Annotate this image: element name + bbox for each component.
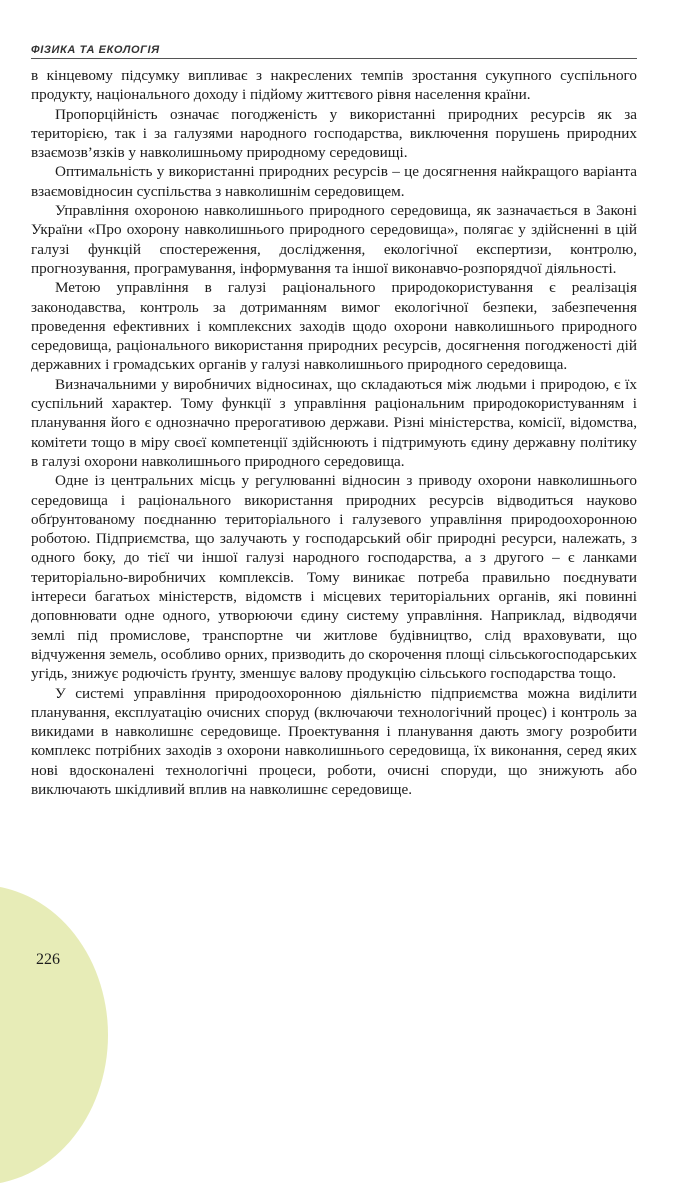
paragraph-1: в кінцевому підсумку випливає з накреслених темпів зростання сукупного суспільного продукту, національного доходу і підйому життєвого рівня населення країни. xyxy=(31,67,637,104)
paragraph-7: Одне із центральних місць у регулюванні відносин з приводу охорони навколишнього середовища і раціонального використання природних ресурсів відводиться науково обґрунтованому поєднанню територіального і галузевого управління природоохоронною роботою. Підприємства, що залучають у господарський обіг природні ресурси, належать, з одного боку, до тієї чи іншої галузі народного господарства, а з другого – є ланками територіально-виробничих комплексів. Тому виникає потреба правильно поєднувати інтереси багатьох міністерств, відомств і місцевих територіальних органів, які повинні доповнювати одне одного, утворюючи єдину систему управління. Наприклад, відводячи землі під промислове, транспортне чи житлове будівництво, слід враховувати, що відчуження земель, особливо орних, призводить до скорочення площі сільськогосподарських угідь, знижує родючість ґрунту, зменшує валову продукцію сільського господарства тощо. xyxy=(31,472,637,683)
paragraph-2: Пропорційність означає погодженість у використанні природних ресурсів як за територією, так і за галузями народного господарства, виключення порушень природних взаємозв’язків у навколишньому природному середовищі. xyxy=(31,105,637,162)
paragraph-4: Управління охороною навколишнього природного середовища, як зазначається в Законі України «Про охорону навколишнього природного середовища», полягає у здійсненні в цій галузі функцій спостереження, дослідження, екологічної експертизи, контролю, прогнозування, програмування, інформування та іншої виконавчо-розпорядчої діяльності. xyxy=(31,202,637,277)
paragraph-6: Визначальними у виробничих відносинах, що складаються між людьми і природою, є їх суспільний характер. Тому функції з управління раціональним природокористуванням і планування його є однозначно прерогативою держави. Різні міністерства, комісії, відомства, комітети тощо в міру своєї компетенції здійснюють і підтримують єдину державну політику в галузі охорони навколишнього природного середовища. xyxy=(31,375,637,470)
corner-decoration xyxy=(0,885,108,1185)
paragraph-8: У системі управління природоохоронною діяльністю підприємства можна виділити планування, експлуатацію очисних споруд (включаючи технологічний процес) і контроль за викидами в навколишнє середовище. Проектування і планування дають змогу розробити комплекс потрібних заходів з охорони навколишнього середовища, їх виконання, серед яких нові вдосконалені технологічні процеси, роботи, очисні споруди, що знижують або виключають шкідливий вплив на навколишнє середовище. xyxy=(31,684,637,798)
paragraph-3: Оптимальність у використанні природних ресурсів – це досягнення найкращого варіанта взаємовідносин суспільства з навколишнім середовищем. xyxy=(31,163,637,200)
page-number: 226 xyxy=(36,951,60,968)
paragraph-5: Метою управління в галузі раціонального природокористування є реалізація законодавства, контроль за дотриманням вимог екологічної безпеки, забезпечення проведення ефективних і комплексних заходів щодо охорони навколишнього природного середовища, раціонального використання природних ресурсів, досягнення погодженості дій державних і громадських органів у галузі навколишнього природного середовища. xyxy=(31,279,637,374)
running-header: ФІЗИКА ТА ЕКОЛОГІЯ xyxy=(31,44,637,59)
body-text xyxy=(31,66,637,799)
